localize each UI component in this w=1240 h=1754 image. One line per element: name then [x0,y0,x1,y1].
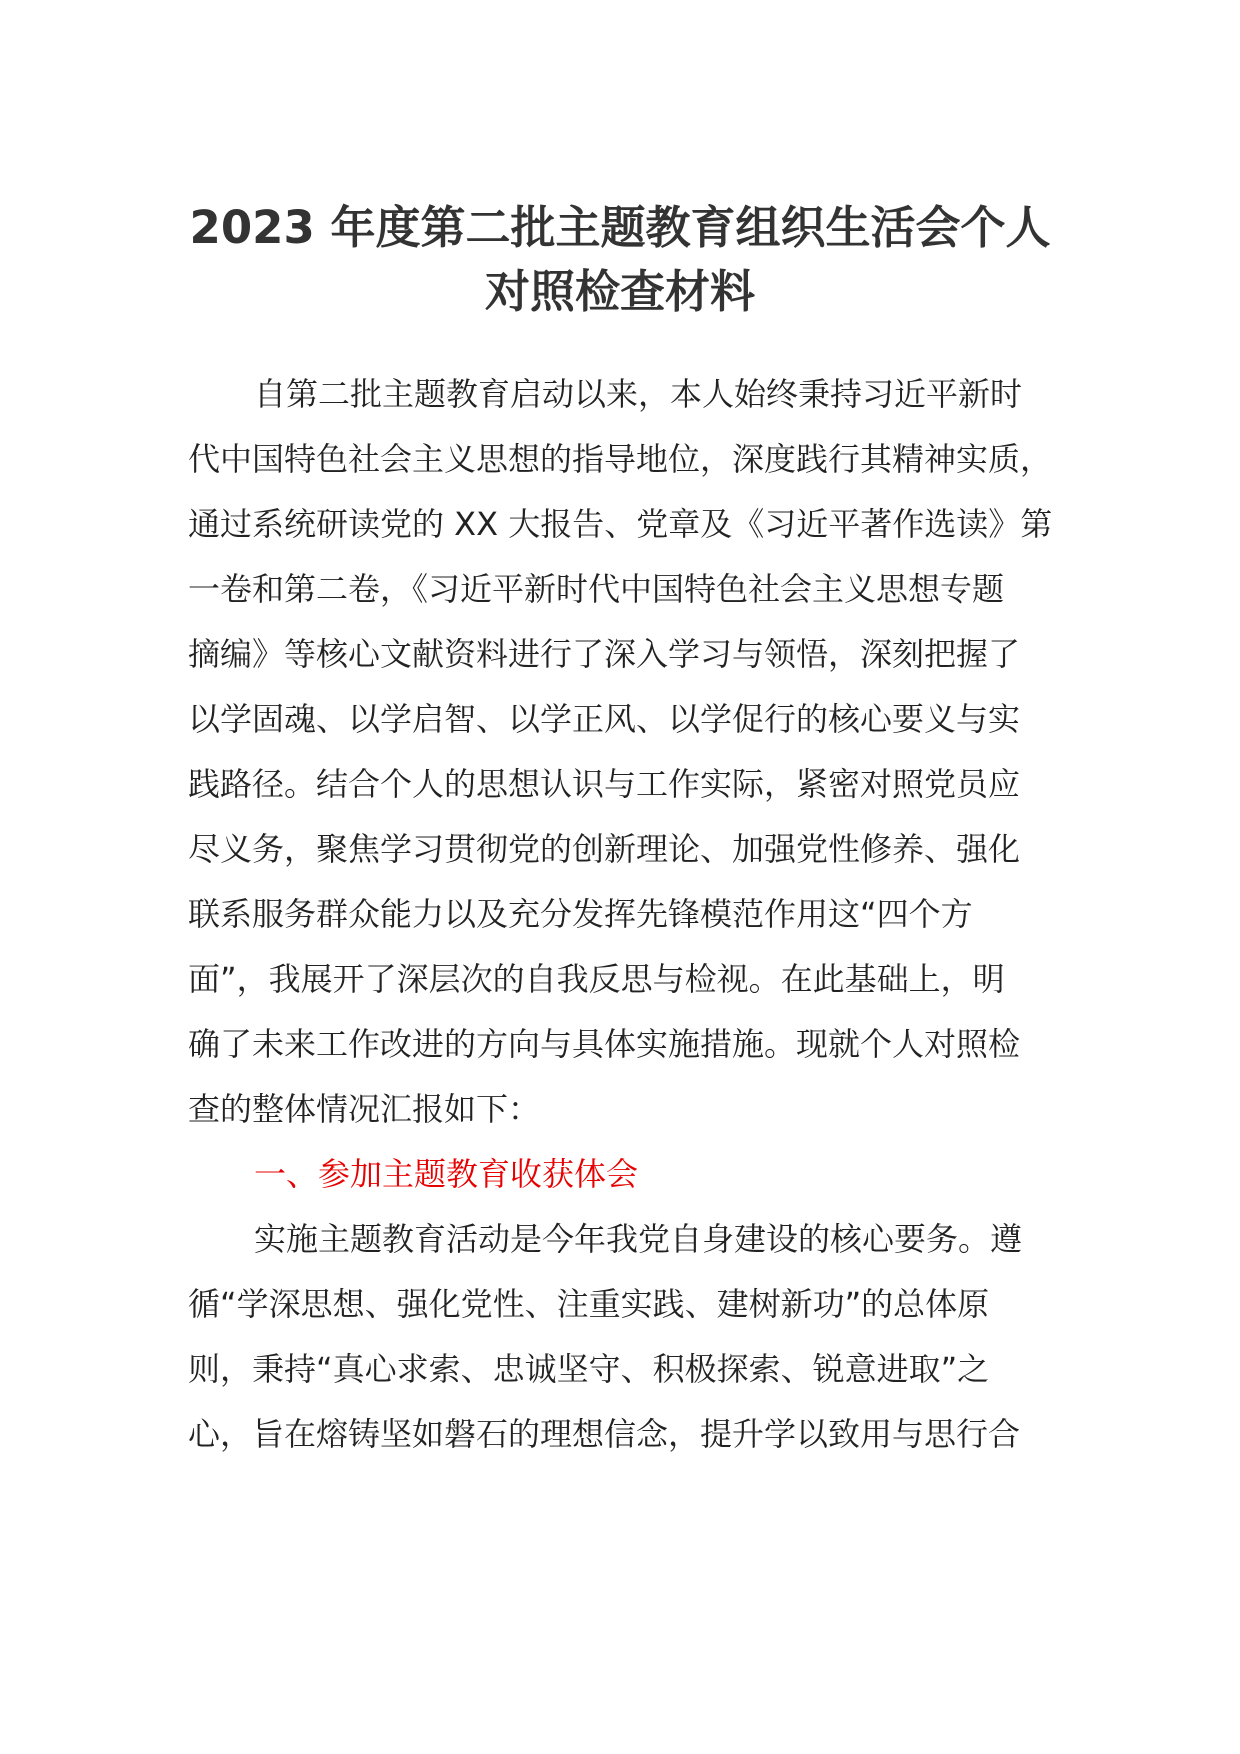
paragraph-line: 以学固魂、以学启智、以学正风、以学促行的核心要义与实 [188,700,1021,738]
paragraph-line: 循“学深思想、强化党性、注重实践、建树新功”的总体原 [188,1285,990,1323]
section-1-paragraph [188,1207,1068,1467]
title-line: 对照检查材料 [484,265,755,318]
paragraph-line: 摘编》等核心文献资料进行了深入学习与领悟，深刻把握了 [188,635,1021,673]
paragraph-line: 则，秉持“真心求索、忠诚坚守、积极探索、锐意进取”之 [188,1350,990,1388]
paragraph-line: 一卷和第二卷，《习近平新时代中国特色社会主义思想专题 [188,570,1005,608]
section-heading: 一、参加主题教育收获体会 [254,1155,639,1193]
title-line: 2023 年度第二批主题教育组织生活会个人 [189,201,1051,254]
paragraph-line: 确了未来工作改进的方向与具体实施措施。现就个人对照检 [188,1025,1021,1063]
paragraph-line: 代中国特色社会主义思想的指导地位，深度践行其精神实质， [188,440,1053,478]
document-title [150,196,1090,324]
document-body [188,362,1068,1467]
paragraph-line: 践路径。结合个人的思想认识与工作实际，紧密对照党员应 [188,765,1021,803]
paragraph-line: 实施主题教育活动是今年我党自身建设的核心要务。遵 [254,1220,1023,1258]
paragraph-line: 面”，我展开了深层次的自我反思与检视。在此基础上，明 [188,960,1005,998]
paragraph-line: 联系服务群众能力以及充分发挥先锋模范作用这“四个方 [188,895,973,933]
paragraph-line: 自第二批主题教育启动以来，本人始终秉持习近平新时 [254,375,1023,413]
paragraph-line: 查的整体情况汇报如下： [188,1090,541,1128]
intro-paragraph [188,362,1068,1142]
paragraph-line: 通过系统研读党的 XX 大报告、党章及《习近平著作选读》第 [188,505,1053,543]
paragraph-line: 尽义务，聚焦学习贯彻党的创新理论、加强党性修养、强化 [188,830,1021,868]
paragraph-line: 心，旨在熔铸坚如磐石的理想信念，提升学以致用与思行合 [188,1415,1021,1453]
